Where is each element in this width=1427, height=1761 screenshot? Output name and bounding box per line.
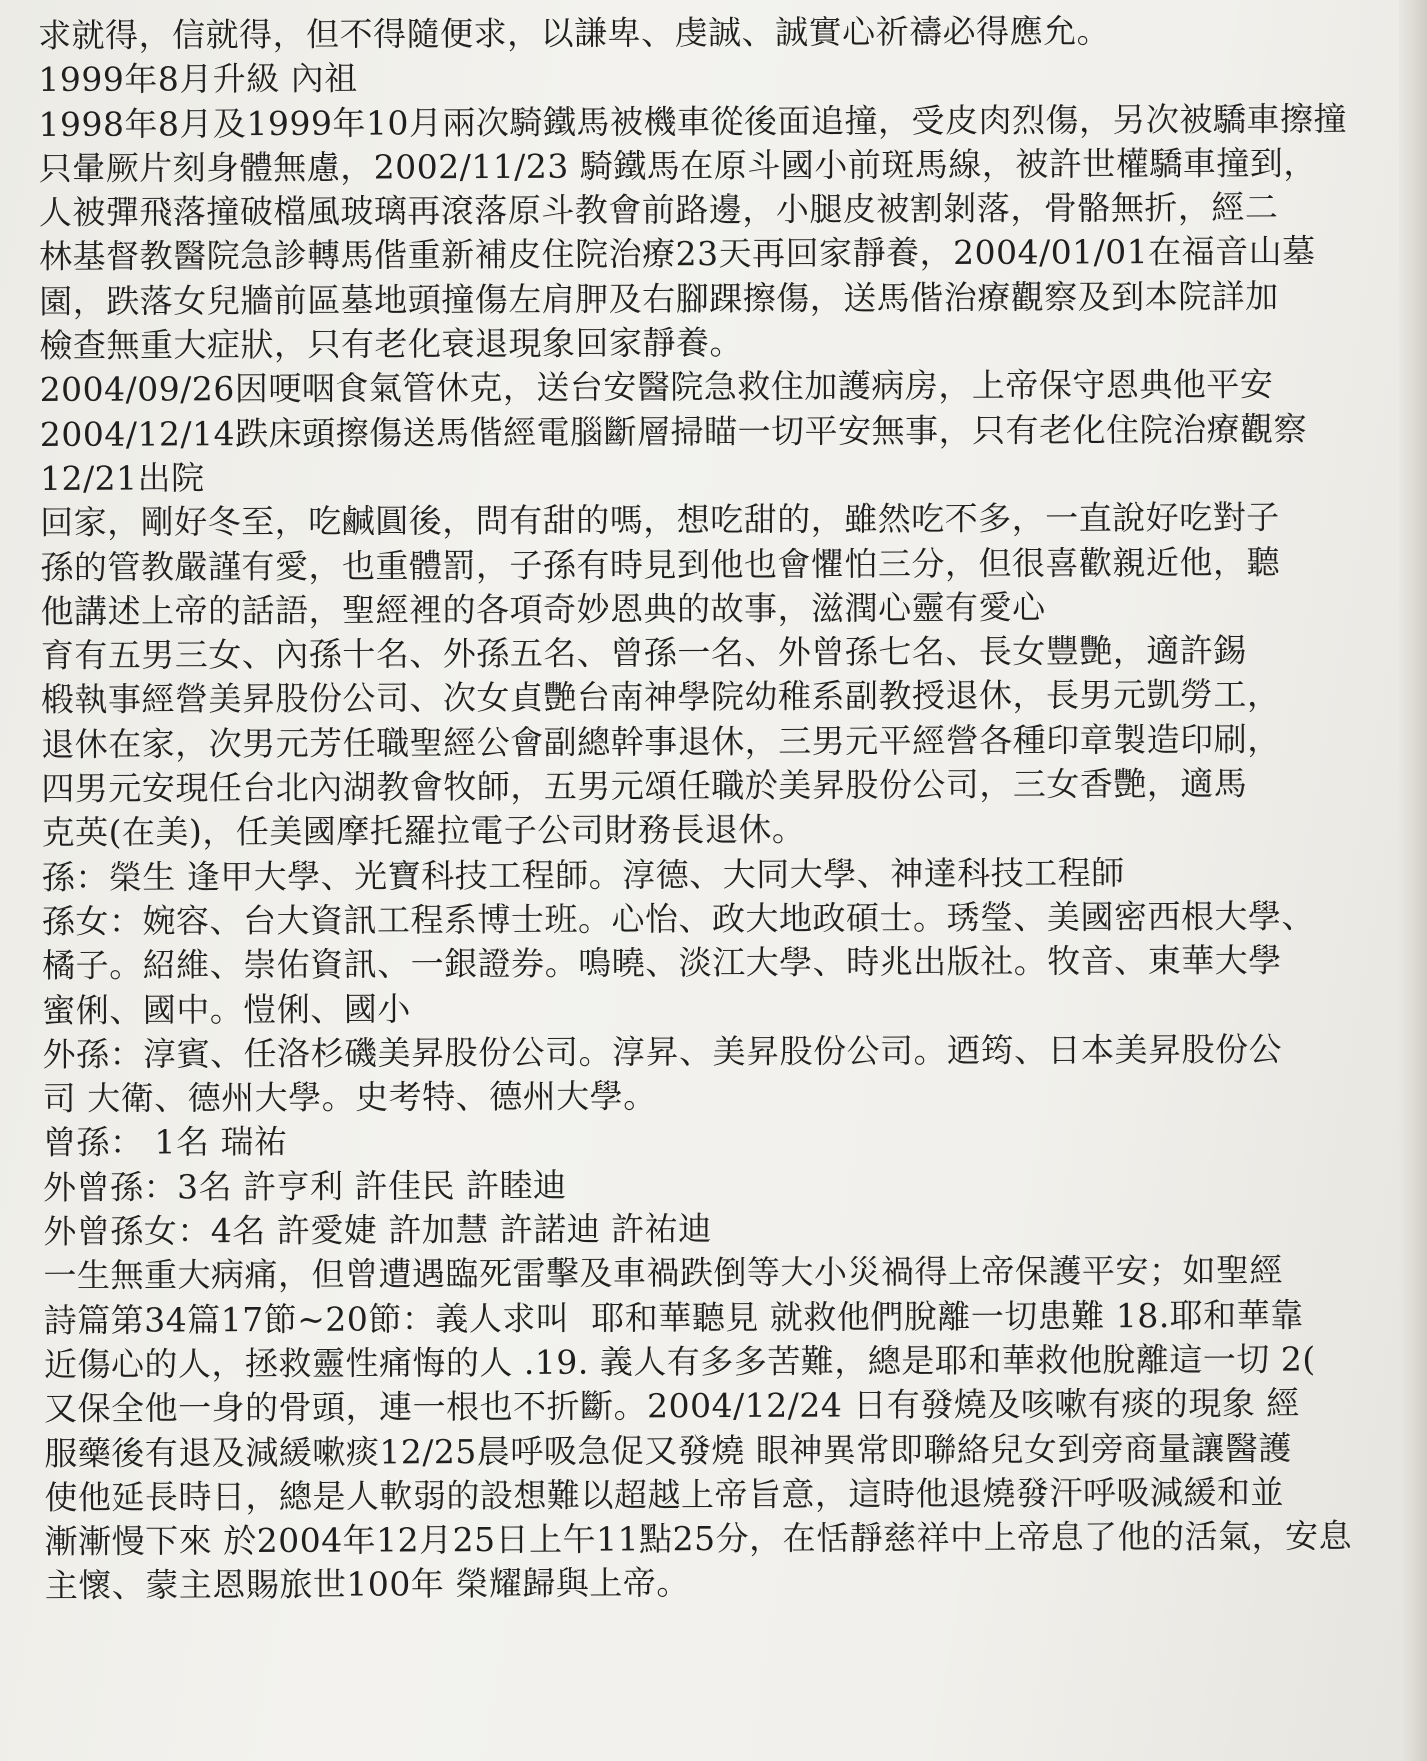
- text-line: 孫女：婉容、台大資訊工程系博士班。心怡、政大地政碩士。琇瑩、美國密西根大學、: [41, 896, 1316, 941]
- text-line: 孫：榮生 逢甲大學、光寶科技工程師。淳德、大同大學、神達科技工程師: [41, 852, 1125, 897]
- text-line: 蜜俐、國中。愷俐、國小: [42, 988, 411, 1030]
- text-line: 漸漸慢下來 於2004年12月25日上午11點25分，在恬靜慈祥中上帝息了他的活氣，安息: [44, 1516, 1353, 1562]
- text-line: 1999年8月升級 內祖: [38, 58, 358, 100]
- text-line: 外曾孫：3名 許亨利 許佳民 許睦迪: [43, 1165, 567, 1207]
- text-line: 回家，剛好冬至，吃鹹圓後，問有甜的嗎，想吃甜的，雖然吃不多，一直說好吃對子: [40, 497, 1280, 543]
- text-line: 一生無重大病痛，但曾遭遇臨死雷擊及車禍跌倒等大小災禍得上帝保護平安；如聖經: [43, 1250, 1284, 1296]
- text-line: 外孫：淳賓、任洛杉磯美昇股份公司。淳昇、美昇股份公司。迺筠、日本美昇股份公: [42, 1029, 1283, 1074]
- text-line: 又保全他一身的骨頭，連一根也不折斷。2004/12/24 日有發燒及咳嗽有痰的現象 經: [44, 1383, 1300, 1429]
- text-line: 橘子。紹維、崇佑資訊、一銀證券。鳴曉、淡江大學、時兆出版社。牧音、東華大學: [42, 940, 1282, 986]
- text-line: 四男元安現任台北內湖教會牧師，五男元頌任職於美昇股份公司，三女香艷，適馬: [41, 763, 1248, 809]
- text-line: 主懷、蒙主恩賜旅世100年 榮耀歸與上帝。: [44, 1563, 690, 1606]
- text-line: 1998年8月及1999年10月兩次騎鐵馬被機車從後面追撞，受皮肉烈傷，另次被驕車擦撞: [38, 98, 1348, 144]
- text-line: 詩篇第34篇17節~20節：義人求叫 耶和華聽見 就救他們脫離一切患難 18.耶和華靠: [43, 1295, 1304, 1340]
- page-edge: [1399, 0, 1427, 1761]
- text-line: 克英(在美)，任美國摩托羅拉電子公司財務長退休。: [41, 810, 806, 853]
- text-line: 服藥後有退及減緩嗽痰12/25晨呼吸急促又發燒 眼神異常即聯絡兒女到旁商量讓醫護: [44, 1428, 1292, 1473]
- text-line: 使他延長時日，總是人軟弱的設想難以超越上帝旨意，這時他退燒發汗呼吸減緩和並: [44, 1472, 1285, 1517]
- text-line: 育有五男三女、內孫十名、外孫五名、曾孫一名、外曾孫七名、長女豐艷，適許錫: [40, 630, 1247, 676]
- text-line: 退休在家，次男元芳任職聖經公會副總幹事退休，三男元平經營各種印章製造印刷，: [41, 719, 1281, 764]
- text-line: 園，跌落女兒牆前區墓地頭撞傷左肩胛及右腳踝擦傷，送馬偕治療觀察及到本院詳加: [39, 276, 1279, 321]
- text-line: 人被彈飛落撞破檔風玻璃再滾落原斗教會前路邊，小腿皮被割剝落，骨骼無折，經二: [38, 187, 1279, 233]
- document-page: [38, 8, 1417, 1609]
- text-line: 椴執事經營美昇股份公司、次女貞艷台南神學院幼稚系副教授退休，長男元凱勞工，: [40, 675, 1281, 720]
- text-line: 司 大衛、德州大學。史考特、德州大學。: [42, 1076, 657, 1119]
- text-line: 外曾孫女：4名 許愛婕 許加慧 許諾迪 許祐迪: [43, 1209, 712, 1252]
- text-line: 曾孫： 1名 瑞祐: [42, 1122, 288, 1163]
- text-line: 近傷心的人，拯救靈性痛悔的人 .19. 義人有多多苦難，總是耶和華救他脫離這一切 2(: [43, 1339, 1316, 1384]
- text-line: 只暈厥片刻身體無慮，2002/11/23 騎鐵馬在原斗國小前斑馬線，被許世權驕車撞到，: [38, 143, 1317, 188]
- text-line: 2004/12/14跌床頭擦傷送馬偕經電腦斷層掃瞄一切平安無事，只有老化住院治療觀察: [39, 409, 1308, 454]
- text-line: 檢查無重大症狀，只有老化衰退現象回家靜養。: [39, 323, 744, 366]
- text-line: 他講述上帝的話語，聖經裡的各項奇妙恩典的故事，滋潤心靈有愛心: [40, 587, 1046, 631]
- text-line: 孫的管教嚴謹有愛，也重體罰，子孫有時見到他也會懼怕三分，但很喜歡親近他，聽: [40, 542, 1280, 587]
- text-line: 求就得，信就得，但不得隨便求，以謙卑、虔誠、誠實心祈禱必得應允。: [38, 11, 1111, 55]
- text-line: 林基督教醫院急診轉馬偕重新補皮住院治療23天再回家靜養，2004/01/01在福音山墓: [38, 231, 1316, 277]
- text-line: 12/21出院: [39, 458, 205, 498]
- text-line: 2004/09/26因哽咽食氣管休克，送台安醫院急救住加護病房，上帝保守恩典他平安: [39, 364, 1274, 410]
